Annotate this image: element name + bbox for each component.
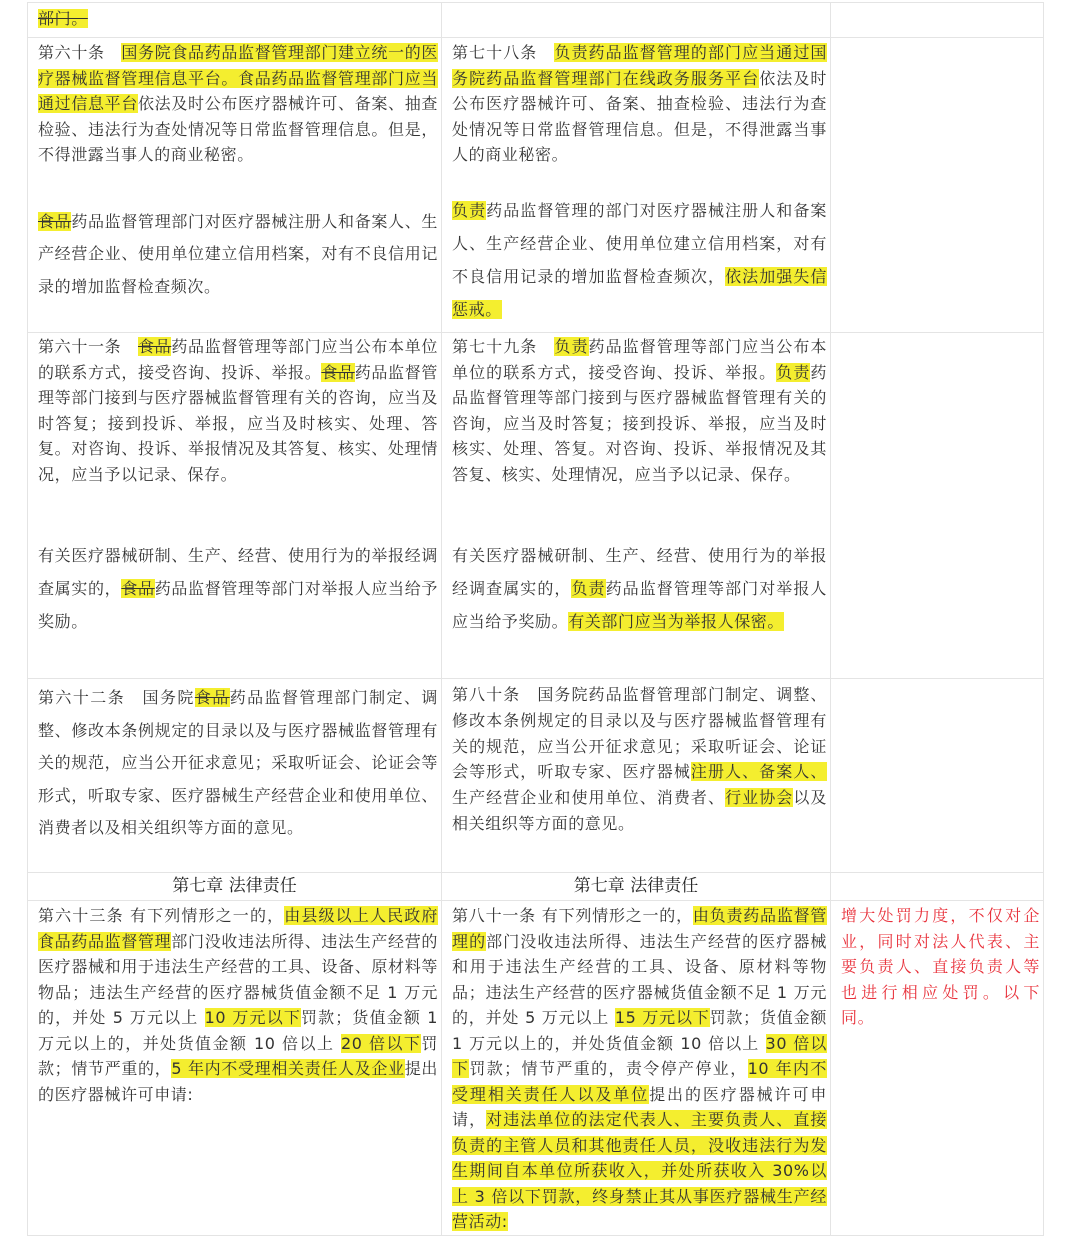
article-label: 第七十八条 — [452, 43, 538, 62]
highlight: 负责 — [554, 337, 589, 356]
body-text: 药品监督管理等部门应当公布本单位的联系方式，接受咨询、投诉、举报。 — [452, 337, 827, 382]
highlight: 有关部门应当为举报人保密。 — [568, 612, 785, 631]
body-text: 药品监督管理等部门应当公布本单位的联系方式，接受咨询、投诉、举报。 — [38, 337, 438, 382]
article-label: 第七十九条 — [452, 337, 538, 356]
article-81-note-cell — [831, 903, 1043, 1031]
body-text: 有关医疗器械研制、生产、经营、使用行为的举报经调查属实的， — [38, 546, 438, 598]
article-81-text — [452, 903, 827, 1235]
article-80-new-cell — [442, 682, 830, 837]
article-78-new-cell — [442, 40, 830, 326]
body-text: 药品监督管理等部门对举报人应当给予奖励。 — [38, 579, 438, 631]
article-label: 第六十一条 — [38, 337, 122, 356]
article-81-new-cell — [442, 903, 830, 1235]
highlight: 由县级以上人民政府食品药品监督管理 — [38, 906, 438, 951]
grid-line-bottom — [27, 1235, 1044, 1236]
row0-old-cell — [28, 6, 441, 32]
body-text: 药品监督管理部门对医疗器械注册人和备案人、生产经营企业、使用单位建立信用档案，对有不良信用记录的增加监督检查频次。 — [38, 211, 438, 296]
highlight: 行业协会 — [725, 788, 794, 808]
body-text: 有关医疗器械研制、生产、经营、使用行为的举报经调查属实的， — [452, 546, 827, 598]
body-text: 部门没收违法所得、违法生产经营的医疗器械和用于违法生产经营的工具、设备、原材料等物品；违法生产经营的医疗器械货值金额不足 1 万元的，并处 5 万元以上 — [38, 931, 438, 1027]
body-text: 药品监督管理的部门对医疗器械注册人和备案人、生产经营企业、使用单位建立信用档案，对有不良信用记录的增加监督检查频次， — [452, 200, 827, 286]
deleted-text: 食品 — [121, 579, 155, 598]
article-61-para-1 — [38, 334, 438, 487]
body-text: 提出的医疗器械许可申请: — [38, 1059, 438, 1104]
row-divider-5 — [27, 900, 1044, 901]
highlight: 15 万元以下 — [614, 1008, 710, 1027]
body-text: 生产经营企业和使用单位、消费者、 — [452, 788, 726, 808]
chapter-heading-new: 第七章 法律责任 — [573, 876, 699, 896]
deleted-text: 食品 — [138, 337, 172, 356]
body-text: 药品监督管理等部门接到与医疗器械监督管理有关的咨询，应当及时答复；接到投诉、举报，应当及时核实、处理、答复。对咨询、投诉、举报情况及其答复、核实、处理情况，应当予以记录、保存。 — [452, 362, 827, 484]
article-60-old-cell — [28, 40, 441, 303]
highlight: 负责药品监督管理的部门应当通过国务院药品监督管理部门在线政务服务平台 — [452, 43, 827, 88]
body-text: 罚款；货值金额 1 万元以上的，并处货值金额 10 倍以上 — [38, 1008, 439, 1053]
highlight: 5 年内不受理相关责任人及企业 — [171, 1059, 405, 1078]
body-text: 罚款；货值金额 1 万元以上的，并处货值金额 10 倍以上 — [452, 1008, 827, 1053]
article-80-text — [452, 682, 827, 837]
deleted-text: 食品 — [321, 362, 355, 382]
highlight: 30 倍以下 — [452, 1033, 827, 1078]
body-text: 药品监督管理等部门对举报人应当给予奖励。 — [452, 579, 827, 631]
article-label: 第六十条 — [38, 43, 105, 62]
highlight: 国务院食品药品监督管理部门建立统一的医疗器械监督管理信息平台。食品药品监督管理部门应当通过信息平台 — [38, 43, 438, 113]
body-text: 药品监督管理等部门接到与医疗器械监督管理有关的咨询，应当及时答复；接到投诉、举报，应当及时核实、处理、答复。对咨询、投诉、举报情况及其答复、核实、处理情况，应当予以记录、保存。 — [38, 362, 438, 484]
article-79-para-1 — [452, 334, 827, 487]
article-61-old-cell — [28, 334, 441, 638]
body-text: 罚款；情节严重的， — [38, 1033, 438, 1078]
article-60-para-1 — [38, 40, 438, 168]
article-62-text — [38, 682, 438, 845]
article-78-para-1 — [452, 40, 827, 168]
body-text: 罚款；情节严重的，责令停产停业， — [469, 1059, 748, 1078]
article-79-new-cell — [442, 334, 830, 638]
article-63-text — [38, 903, 438, 1107]
article-60-para-2 — [38, 206, 438, 304]
highlight: 依法加强失信惩戒。 — [452, 266, 827, 319]
highlight: 注册人、备案人、 — [690, 762, 827, 782]
row0-old-text: 部门。 — [38, 9, 88, 28]
body-text: 以及相关组织等方面的意见。 — [452, 788, 827, 833]
grid-line-right-inner — [830, 2, 831, 1235]
grid-line-right — [1043, 2, 1044, 1235]
highlight: 10 年内不受理相关责任人以及单位 — [452, 1059, 827, 1104]
row-divider-1 — [27, 37, 1044, 38]
chapter-heading-old: 第七章 法律责任 — [172, 876, 297, 896]
body-text: 第八十一条 有下列情形之一的， — [452, 906, 693, 925]
highlight: 10 万元以下 — [204, 1008, 301, 1027]
body-text: 依法及时公布医疗器械许可、备案、抽查检验、违法行为查处情况等日常监督管理信息。但是，不得泄露当事人的商业秘密。 — [38, 94, 438, 164]
article-61-para-2 — [38, 539, 438, 638]
grid-line-top — [27, 2, 1044, 3]
body-text: 第八十条 国务院药品监督管理部门制定、调整、修改本条例规定的目录以及与医疗器械监督管理有关的规范，应当公开征求意见；采取听证会、论证会等形式，听取专家、医疗器械 — [452, 685, 827, 782]
deleted-text: 食品 — [38, 211, 72, 231]
article-79-para-2 — [452, 539, 827, 638]
article-78-para-2 — [452, 194, 827, 326]
highlight: 负责 — [776, 362, 811, 382]
penalty-note: 增大处罚力度，不仅对企业，同时对法人代表、主要负责人、直接负责人等也进行相应处罚。以下同。 — [841, 906, 1040, 1027]
body-text: 药品监督管理部门制定、调整、修改本条例规定的目录以及与医疗器械监督管理有关的规范，应当公开征求意见；采取听证会、论证会等形式，听取专家、医疗器械生产经营企业和使用单位、消费者以及相关组织等方面的意见。 — [38, 688, 438, 837]
deleted-text: 食品 — [194, 688, 230, 707]
article-62-old-cell — [28, 682, 441, 845]
body-text: 部门没收违法所得、违法生产经营的医疗器械和用于违法生产经营的工具、设备、原材料等物品；违法生产经营的医疗器械货值金额不足 1 万元的，并处 5 万元以上 — [452, 931, 827, 1027]
body-text: 第六十三条 有下列情形之一的， — [38, 906, 285, 925]
highlight: 由负责药品监督管理的 — [452, 906, 827, 951]
body-text: 依法及时公布医疗器械许可、备案、抽查检验、违法行为查处情况等日常监督管理信息。但是，不得泄露当事人的商业秘密。 — [452, 68, 827, 164]
highlight: 对违法单位的法定代表人、主要负责人、直接负责的主管人员和其他责任人员，没收违法行为发生期间自本单位所获收入，并处所获收入 30%以上 3 倍以下罚款，终身禁止其从事医疗器械生产经营活动: — [452, 1110, 827, 1231]
article-63-old-cell — [28, 903, 441, 1107]
row-divider-3 — [27, 678, 1044, 679]
body-text: 第六十二条 国务院 — [38, 688, 195, 707]
highlight: 负责 — [452, 200, 487, 220]
highlight: 负责 — [571, 579, 606, 598]
highlight: 20 倍以下 — [340, 1033, 422, 1053]
row-divider-2 — [27, 332, 1044, 333]
body-text: 提出的医疗器械许可申请， — [452, 1084, 827, 1129]
